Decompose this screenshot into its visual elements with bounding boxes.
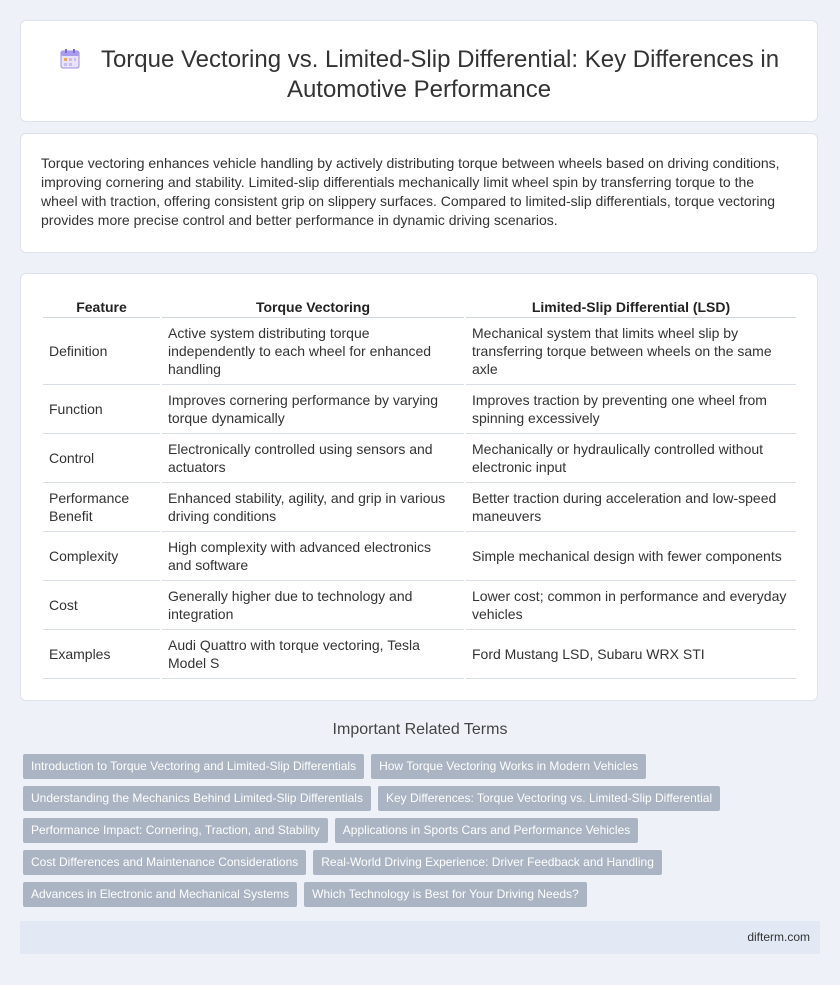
table-cell: Function bbox=[43, 385, 160, 434]
table-cell: Mechanically or hydraulically controlled without electronic input bbox=[466, 434, 796, 483]
comparison-card bbox=[20, 273, 818, 701]
header-lsd: Limited-Slip Differential (LSD) bbox=[466, 296, 796, 318]
related-term-link[interactable]: Performance Impact: Cornering, Traction, and Stability bbox=[23, 818, 328, 843]
table-row bbox=[43, 434, 796, 483]
table-cell: Electronically controlled using sensors and actuators bbox=[162, 434, 464, 483]
table-cell: Lower cost; common in performance and everyday vehicles bbox=[466, 581, 796, 630]
intro-card bbox=[20, 133, 818, 253]
table-cell: Improves cornering performance by varying torque dynamically bbox=[162, 385, 464, 434]
intro-paragraph: Torque vectoring enhances vehicle handling by actively distributing torque between wheels based on driving conditions, improving cornering and stability. Limited-slip differentials mechanically limit wheel spin by transferring torque to the wheel with traction, offering consistent grip on slippery surfaces. Compared to limited-slip differentials, torque vectoring provides more precise control and better performance in dynamic driving scenarios. bbox=[41, 155, 780, 228]
table-row bbox=[43, 483, 796, 532]
table-cell: Examples bbox=[43, 630, 160, 679]
table-cell: Enhanced stability, agility, and grip in various driving conditions bbox=[162, 483, 464, 532]
table-cell: Cost bbox=[43, 581, 160, 630]
table-cell: Active system distributing torque independently to each wheel for enhanced handling bbox=[162, 318, 464, 385]
title-card bbox=[20, 20, 818, 122]
table-cell: Mechanical system that limits wheel slip by transferring torque between wheels on the same axle bbox=[466, 318, 796, 385]
related-term-link[interactable]: Advances in Electronic and Mechanical Systems bbox=[23, 882, 297, 907]
table-row bbox=[43, 581, 796, 630]
related-terms-list bbox=[23, 754, 813, 914]
table-cell: Improves traction by preventing one wheel from spinning excessively bbox=[466, 385, 796, 434]
related-term-link[interactable]: How Torque Vectoring Works in Modern Vehicles bbox=[371, 754, 646, 779]
table-cell: Simple mechanical design with fewer components bbox=[466, 532, 796, 581]
related-term-link[interactable]: Cost Differences and Maintenance Considerations bbox=[23, 850, 306, 875]
related-term-link[interactable]: Applications in Sports Cars and Performance Vehicles bbox=[335, 818, 638, 843]
table-row bbox=[43, 385, 796, 434]
table-row bbox=[43, 318, 796, 385]
table-header-row bbox=[43, 296, 796, 318]
page-title: Torque Vectoring vs. Limited-Slip Differential: Key Differences in Automotive Performance bbox=[100, 46, 780, 103]
table-cell: Better traction during acceleration and low-speed maneuvers bbox=[466, 483, 796, 532]
header-feature: Feature bbox=[43, 296, 160, 318]
footer bbox=[20, 921, 820, 954]
related-terms-heading: Important Related Terms bbox=[332, 721, 508, 738]
table-row bbox=[43, 532, 796, 581]
table-cell: High complexity with advanced electronics and software bbox=[162, 532, 464, 581]
related-term-link[interactable]: Real-World Driving Experience: Driver Feedback and Handling bbox=[313, 850, 662, 875]
comparison-table bbox=[41, 296, 798, 679]
table-cell: Performance Benefit bbox=[43, 483, 160, 532]
related-term-link[interactable]: Key Differences: Torque Vectoring vs. Limited-Slip Differential bbox=[378, 786, 720, 811]
table-cell: Generally higher due to technology and integration bbox=[162, 581, 464, 630]
header-torque-vectoring: Torque Vectoring bbox=[162, 296, 464, 318]
table-row bbox=[43, 630, 796, 679]
related-term-link[interactable]: Introduction to Torque Vectoring and Limited-Slip Differentials bbox=[23, 754, 364, 779]
table-cell: Ford Mustang LSD, Subaru WRX STI bbox=[466, 630, 796, 679]
footer-site-link[interactable]: difterm.com bbox=[747, 930, 810, 944]
table-cell: Audi Quattro with torque vectoring, Tesla Model S bbox=[162, 630, 464, 679]
calendar-icon bbox=[59, 48, 81, 70]
table-cell: Complexity bbox=[43, 532, 160, 581]
related-term-link[interactable]: Which Technology is Best for Your Driving Needs? bbox=[304, 882, 587, 907]
table-cell: Control bbox=[43, 434, 160, 483]
table-cell: Definition bbox=[43, 318, 160, 385]
related-term-link[interactable]: Understanding the Mechanics Behind Limited-Slip Differentials bbox=[23, 786, 371, 811]
page-title-wrap bbox=[21, 45, 817, 105]
